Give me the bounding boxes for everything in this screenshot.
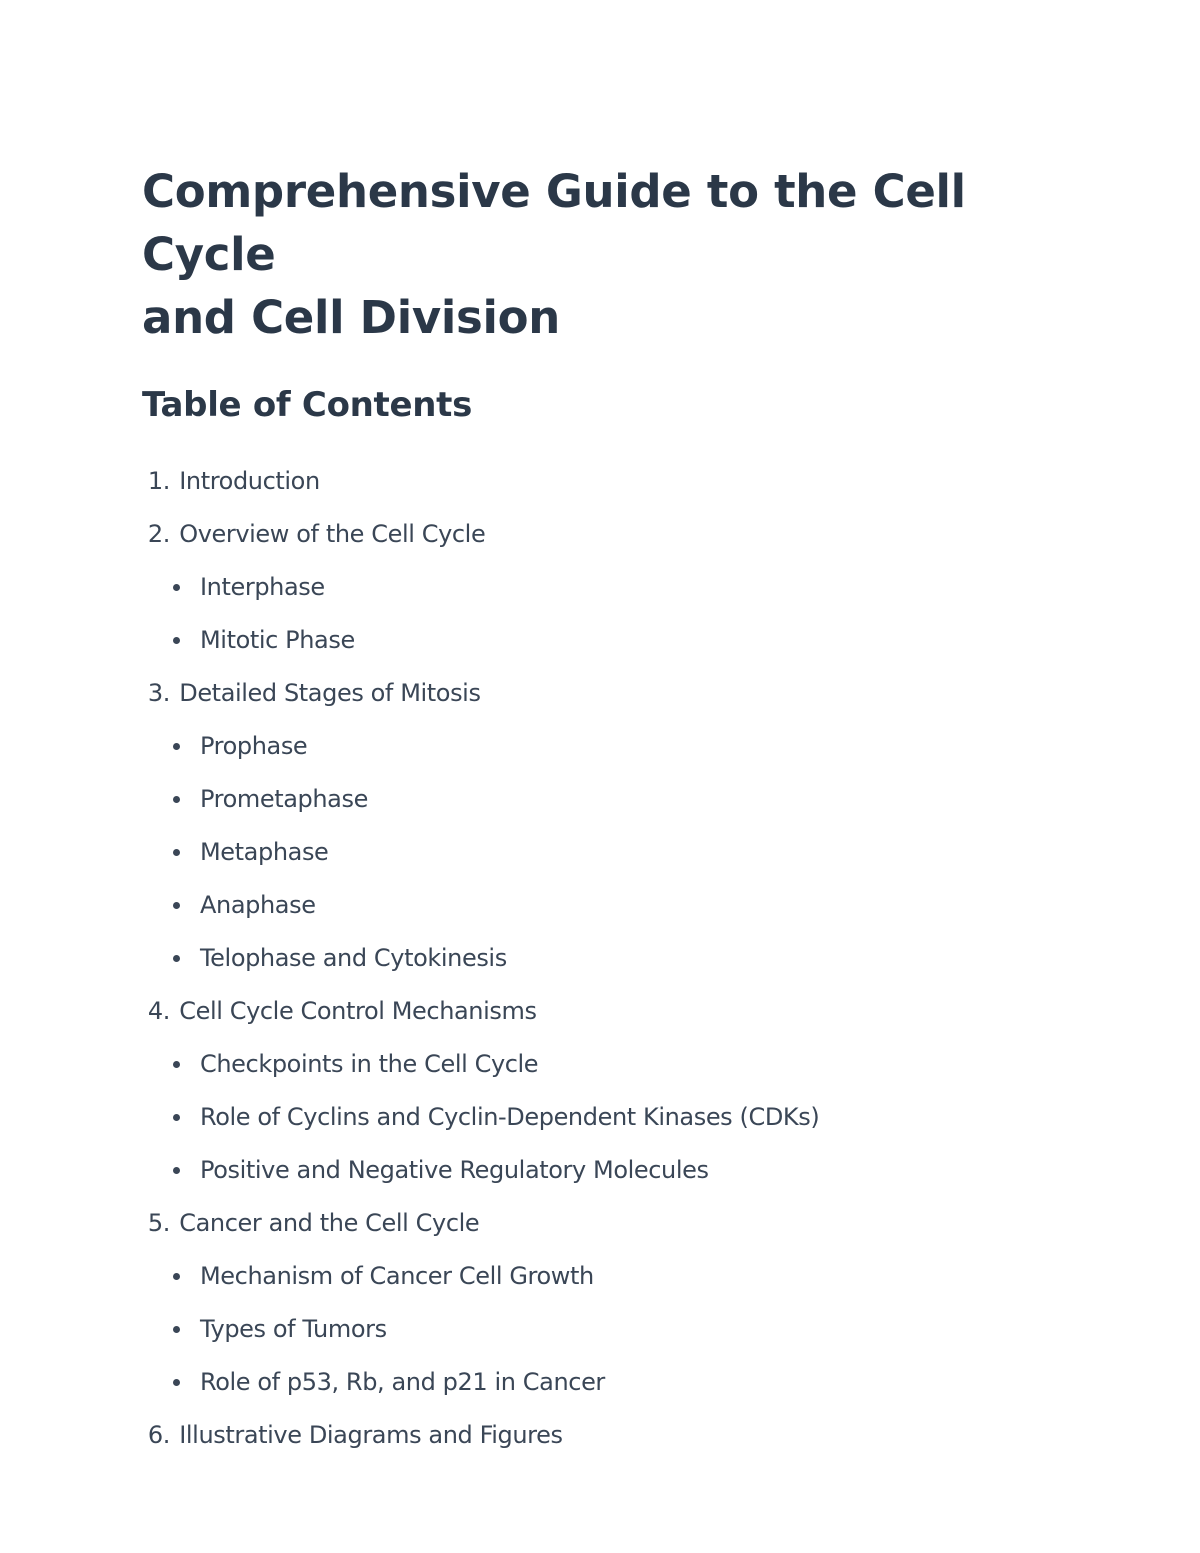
toc-subitem [142, 614, 1102, 667]
toc-subitem [142, 1303, 1102, 1356]
bullet-icon [173, 637, 180, 644]
toc-item [142, 508, 1102, 667]
toc-subitem-label: Role of Cyclins and Cyclin-Dependent Kinases (CDKs) [200, 1103, 820, 1131]
toc-item-number: 4. [147, 997, 170, 1025]
bullet-icon [173, 902, 180, 909]
toc-subitem [142, 932, 1102, 985]
toc-item [142, 667, 1102, 985]
toc-subitem-label: Prophase [200, 732, 308, 760]
toc-item-label: Cell Cycle Control Mechanisms [179, 997, 537, 1025]
toc-subitem-label: Checkpoints in the Cell Cycle [200, 1050, 539, 1078]
toc-subitem-label: Types of Tumors [200, 1315, 387, 1343]
bullet-icon [173, 1326, 180, 1333]
toc-subitem-label: Mechanism of Cancer Cell Growth [200, 1262, 594, 1290]
toc-item [142, 1197, 1102, 1409]
toc-heading: Table of Contents [142, 385, 473, 425]
bullet-icon [173, 1379, 180, 1386]
table-of-contents [142, 455, 1102, 1462]
toc-subitem-label: Role of p53, Rb, and p21 in Cancer [200, 1368, 605, 1396]
toc-subitem-list [142, 561, 1102, 667]
document-page [142, 160, 1102, 1462]
toc-subitem [142, 720, 1102, 773]
toc-subitem-label: Telophase and Cytokinesis [200, 944, 507, 972]
toc-subitem-list [142, 720, 1102, 985]
toc-item-number: 1. [147, 467, 170, 495]
toc-item-label: Cancer and the Cell Cycle [179, 1209, 480, 1237]
toc-subitem [142, 773, 1102, 826]
bullet-icon [173, 796, 180, 803]
toc-item [142, 985, 1102, 1197]
bullet-icon [173, 1273, 180, 1280]
document-title [142, 160, 1102, 349]
toc-subitem [142, 1091, 1102, 1144]
toc-subitem-label: Prometaphase [200, 785, 368, 813]
toc-subitem-label: Positive and Negative Regulatory Molecules [200, 1156, 709, 1184]
bullet-icon [173, 1114, 180, 1121]
toc-item-label: Overview of the Cell Cycle [179, 520, 486, 548]
toc-item-label: Illustrative Diagrams and Figures [179, 1421, 563, 1449]
toc-subitem [142, 561, 1102, 614]
document-title-line-2: and Cell Division [142, 291, 560, 344]
toc-item-number: 5. [147, 1209, 170, 1237]
toc-subitem-label: Metaphase [200, 838, 329, 866]
bullet-icon [173, 849, 180, 856]
toc-subitem-list [142, 1250, 1102, 1409]
toc-item-number: 3. [147, 679, 170, 707]
toc-item [142, 1409, 1102, 1462]
bullet-icon [173, 955, 180, 962]
toc-item-number: 6. [147, 1421, 170, 1449]
toc-item-label: Detailed Stages of Mitosis [179, 679, 481, 707]
toc-subitem [142, 879, 1102, 932]
toc-subitem [142, 1038, 1102, 1091]
toc-subitem-list [142, 1038, 1102, 1197]
document-title-line-1: Comprehensive Guide to the Cell Cycle [142, 165, 966, 281]
toc-item-label: Introduction [179, 467, 320, 495]
bullet-icon [173, 1061, 180, 1068]
toc-subitem-label: Mitotic Phase [200, 626, 355, 654]
bullet-icon [173, 1167, 180, 1174]
bullet-icon [173, 743, 180, 750]
bullet-icon [173, 584, 180, 591]
toc-subitem [142, 1250, 1102, 1303]
toc-subitem-label: Interphase [200, 573, 325, 601]
toc-subitem [142, 1144, 1102, 1197]
toc-subitem-label: Anaphase [200, 891, 316, 919]
toc-item-number: 2. [147, 520, 170, 548]
toc-item [142, 455, 1102, 508]
toc-subitem [142, 826, 1102, 879]
toc-subitem [142, 1356, 1102, 1409]
